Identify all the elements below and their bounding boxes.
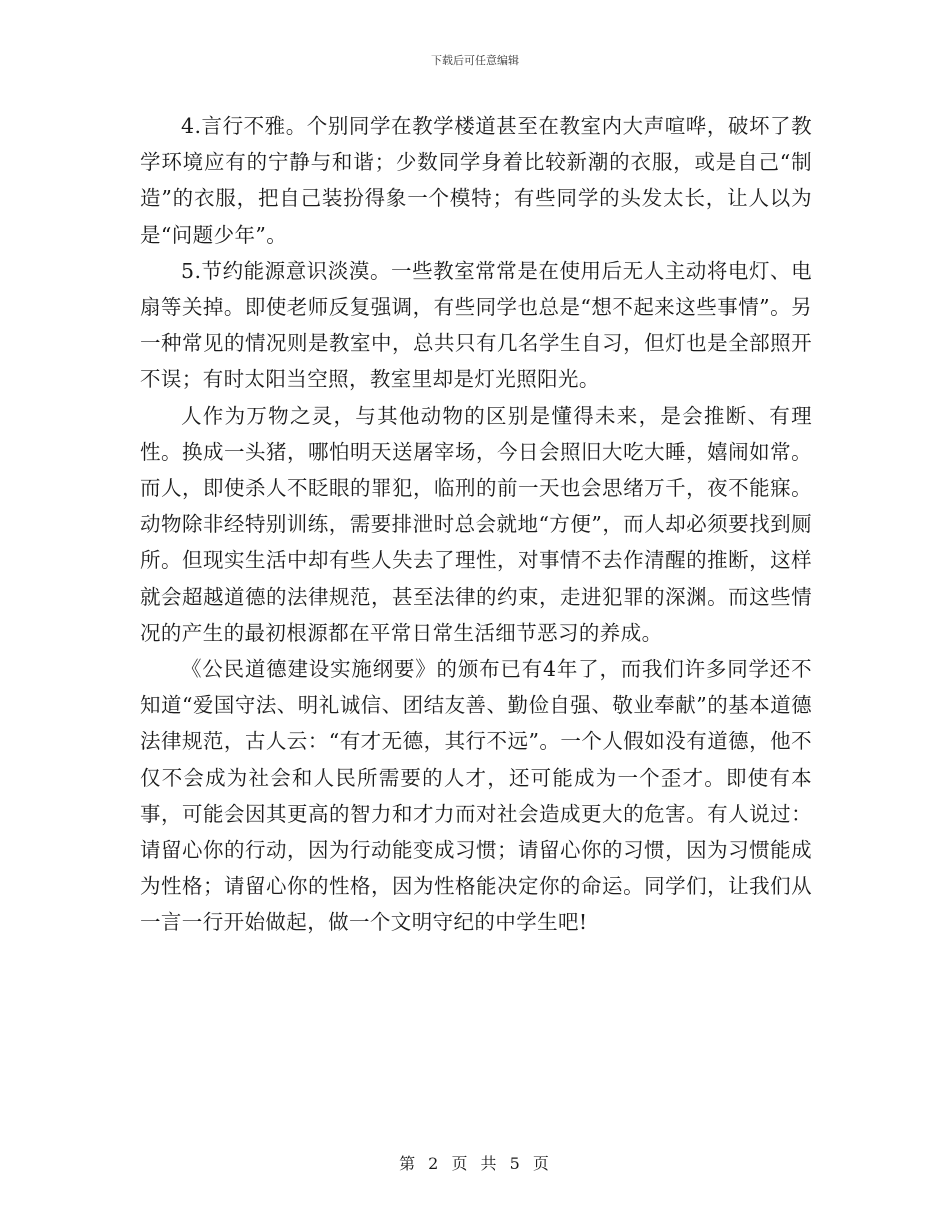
paragraph-2: 5.节约能源意识淡漠。一些教室常常是在使用后无人主动将电灯、电扇等关掉。即使老师反复强调，有些同学也总是“想不起来这些事情”。另一种常见的情况则是教室中，总共只有几名学生自习，但灯也是全部照开不误；有时太阳当空照，教室里却是灯光照阳光。 (140, 258, 812, 392)
page-header: 下载后可任意编辑 (431, 54, 519, 67)
paragraph-4: 《公民道德建设实施纲要》的颁布已有4年了，而我们许多同学还不知道“爱国守法、明礼诚信、团结友善、勤俭自强、敬业奉献”的基本道德法律规范，古人云：“有才无德，其行不远”。一个人假如没有道德，他不仅不会成为社会和人民所需要的人才，还可能成为一个歪才。即使有本事，可能会因其更高的智力和才力而对社会造成更大的危害。有人说过：请留心你的行动，因为行动能变成习惯；请留心你的习惯，因为习惯能成为性格；请留心你的性格，因为性格能决定你的命运。同学们，让我们从一言一行开始做起，做一个文明守纪的中学生吧! (140, 657, 812, 935)
document-body (140, 108, 812, 941)
paragraph-3: 人作为万物之灵，与其他动物的区别是懂得未来，是会推断、有理性。换成一头猪，哪怕明天送屠宰场，今日会照旧大吃大睡，嬉闹如常。而人，即使杀人不眨眼的罪犯，临刑的前一天也会思绪万千，夜不能寐。动物除非经特别训练，需要排泄时总会就地“方便”，而人却必须要找到厕所。但现实生活中却有些人失去了理性，对事情不去作清醒的推断，这样就会超越道德的法律规范，甚至法律的约束，走进犯罪的深渊。而这些情况的产生的最初根源都在平常日常生活细节恶习的养成。 (140, 403, 812, 645)
paragraph-1: 4.言行不雅。个别同学在教学楼道甚至在教室内大声喧哗，破坏了教学环境应有的宁静与和谐；少数同学身着比较新潮的衣服，或是自己“制造”的衣服，把自己装扮得象一个模特；有些同学的头发太长，让人以为是“问题少年”。 (140, 114, 812, 247)
page-number-footer: 第 2 页 共 5 页 (399, 1154, 551, 1173)
